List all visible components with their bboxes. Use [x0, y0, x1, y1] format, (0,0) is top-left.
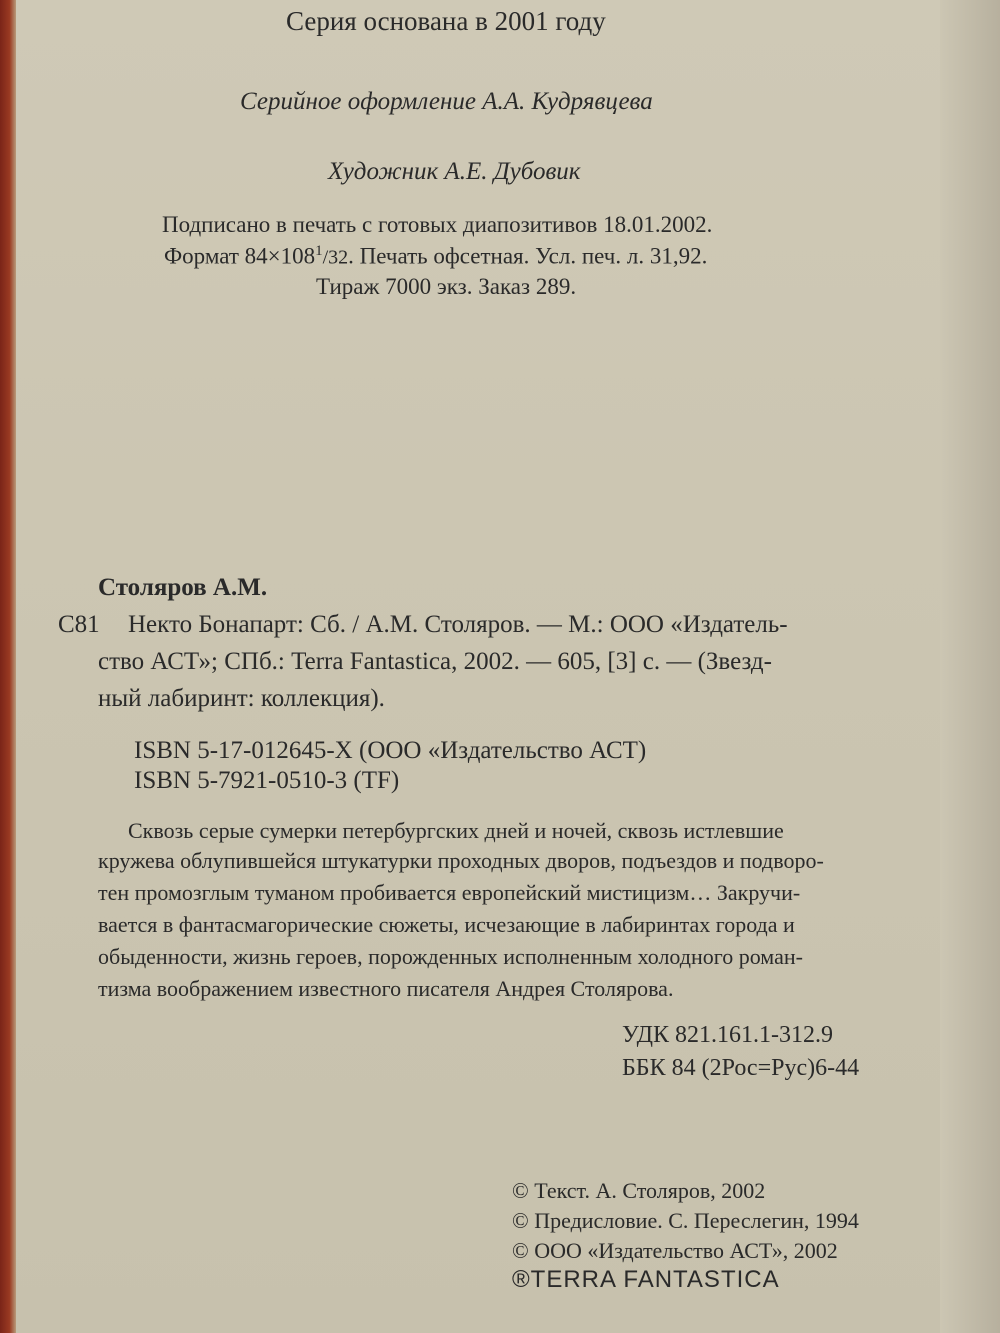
catalog-description-line-3: ный лабиринт: коллекция). — [98, 685, 385, 712]
imprint-signed-line: Подписано в печать с готовых диапозитивов 18.01.2002. — [162, 212, 713, 237]
copyright-publisher: © ООО «Издательство АСТ», 2002 — [512, 1238, 838, 1263]
format-prefix: Формат 84×108 — [164, 243, 316, 269]
imprint-format-line — [164, 243, 707, 270]
bbk-code: ББК 84 (2Рос=Рус)6-44 — [622, 1055, 860, 1081]
artist-credit: Художник А.Е. Дубовик — [328, 158, 581, 185]
catalog-code: С81 — [58, 611, 100, 638]
isbn-tf: ISBN 5-7921-0510-3 (TF) — [134, 767, 400, 794]
terra-fantastica-logo: ®TERRA FANTASTICA — [512, 1266, 780, 1293]
isbn-ast: ISBN 5-17-012645-Х (ООО «Издательство АСТ) — [134, 737, 647, 764]
imprint-print-run: Тираж 7000 экз. Заказ 289. — [316, 274, 577, 299]
series-founded-line: Серия основана в 2001 году — [286, 6, 606, 36]
format-denominator: /32 — [322, 246, 349, 269]
catalog-description-line-1: Некто Бонапарт: Сб. / А.М. Столяров. — М.: ООО «Издатель- — [128, 611, 788, 638]
catalog-description-line-2: ство АСТ»; СПб.: Terra Fantastica, 2002. — 605, [3] с. — (Звезд- — [98, 648, 772, 675]
annotation-line-1: Сквозь серые сумерки петербургских дней и ночей, сквозь истлевшие — [128, 818, 784, 843]
page-shadow — [940, 0, 1000, 1333]
copyright-text: © Текст. А. Столяров, 2002 — [512, 1178, 766, 1203]
book-page — [16, 0, 940, 1333]
udk-code: УДК 821.161.1-312.9 — [622, 1022, 833, 1048]
annotation-line-4: вается в фантасмагорические сюжеты, исчезающие в лабиринтах города и — [98, 912, 795, 937]
catalog-author: Столяров А.М. — [98, 574, 268, 601]
annotation-line-2: кружева облупившейся штукатурки проходных дворов, подъездов и подворо- — [98, 848, 824, 873]
series-design-credit: Серийное оформление А.А. Кудрявцева — [240, 88, 653, 115]
annotation-line-5: обыденности, жизнь героев, порожденных исполненным холодного роман- — [98, 944, 803, 969]
format-superscript: 1 — [315, 243, 323, 259]
annotation-line-3: тен промозглым туманом пробивается европейский мистицизм… Закручи- — [98, 880, 801, 905]
book-cover-edge — [0, 0, 16, 1333]
format-rest: . Печать офсетная. Усл. печ. л. 31,92. — [348, 243, 708, 269]
copyright-preface: © Предисловие. С. Переслегин, 1994 — [512, 1208, 859, 1233]
annotation-line-6: тизма воображением известного писателя Андрея Столярова. — [98, 976, 674, 1001]
